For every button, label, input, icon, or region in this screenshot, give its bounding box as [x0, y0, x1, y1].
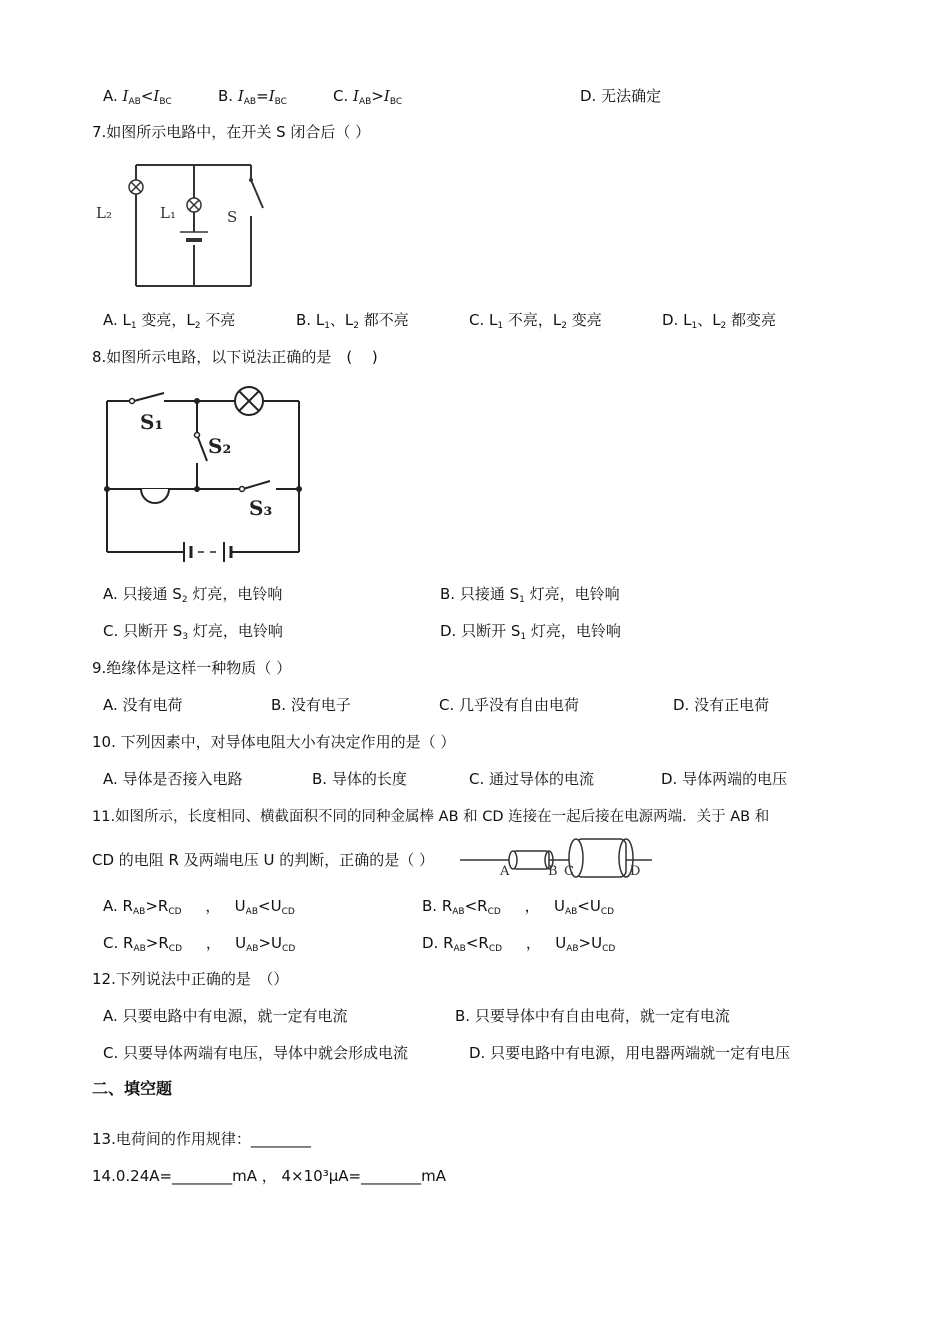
- q14-text: 14.0.24A=________mA ， 4×10³μA=________mA: [92, 1167, 446, 1185]
- q12-option-c: C. 只要导体两端有电压，导体中就会形成电流: [103, 1044, 409, 1062]
- q10-option-b: B. 导体的长度: [312, 770, 407, 788]
- q11-rods-diagram: [460, 835, 660, 880]
- q12-option-d: D. 只要电路中有电源，用电器两端就一定有电压: [469, 1044, 791, 1062]
- label-s2: S₂: [208, 434, 232, 458]
- q13-text: 13.电荷间的作用规律：________: [92, 1130, 311, 1148]
- q7-option-c: C. $L_1$ 不亮，$L_2$ 变亮: [469, 311, 602, 331]
- label-b: B: [548, 864, 558, 879]
- q12-option-a: A. 只要电路中有电源，就一定有电流: [103, 1007, 348, 1025]
- q11-stem-line2: CD 的电阻 R 及两端电压 U 的判断，正确的是（ ）: [92, 851, 435, 869]
- label-s: S: [227, 208, 238, 226]
- q12-option-b: B. 只要导体中有自由电荷，就一定有电流: [455, 1007, 730, 1025]
- q6-option-c: C. $I_{AB}>I_{BC}$: [333, 87, 403, 107]
- label-s3: S₃: [249, 496, 273, 520]
- q8-option-b: B. 只接通 $S_1$ 灯亮，电铃响: [440, 585, 620, 605]
- q8-circuit-diagram: [100, 385, 310, 560]
- q8-option-a: A. 只接通 $S_2$ 灯亮，电铃响: [103, 585, 283, 605]
- q12-stem: 12.下列说法中正确的是 （）: [92, 970, 289, 988]
- label-l2: L₂: [96, 204, 112, 222]
- q9-option-b: B. 没有电子: [271, 696, 351, 714]
- label-s1: S₁: [140, 410, 164, 434]
- q8-option-d: D. 只断开 $S_1$ 灯亮，电铃响: [440, 622, 621, 642]
- q9-stem: 9.绝缘体是这样一种物质（ ）: [92, 659, 292, 677]
- q8-stem: 8.如图所示电路，以下说法正确的是 ( ): [92, 348, 378, 366]
- q6-option-a: A. $I_{AB}<I_{BC}$: [103, 87, 172, 107]
- q7-stem: 7.如图所示电路中，在开关 S 闭合后（ ）: [92, 123, 371, 141]
- label-d: D: [630, 864, 641, 879]
- q9-option-a: A. 没有电荷: [103, 696, 183, 714]
- section-heading: 二、填空题: [92, 1079, 173, 1098]
- q11-option-d: D. $R_{AB}<R_{CD}$ ， $U_{AB}>U_{CD}$: [422, 934, 616, 954]
- q11-stem-line1: 11.如图所示，长度相同、横截面积不同的同种金属棒 AB 和 CD 连接在一起后接在电源两端．关于 AB 和: [92, 809, 770, 825]
- q9-option-d: D. 没有正电荷: [673, 696, 770, 714]
- q11-option-c: C. $R_{AB}>R_{CD}$ ， $U_{AB}>U_{CD}$: [103, 934, 296, 954]
- q10-stem: 10. 下列因素中，对导体电阻大小有决定作用的是（ ）: [92, 733, 456, 751]
- q7-circuit-diagram: [90, 160, 290, 295]
- q11-option-b: B. $R_{AB}<R_{CD}$ ， $U_{AB}<U_{CD}$: [422, 897, 615, 917]
- q6-option-b: B. $I_{AB}=I_{BC}$: [218, 87, 287, 107]
- q10-option-d: D. 导体两端的电压: [661, 770, 788, 788]
- q7-option-a: A. $L_1$ 变亮，$L_2$ 不亮: [103, 311, 236, 331]
- label-l1: L₁: [160, 204, 176, 222]
- q6-option-d: D. 无法确定: [580, 87, 662, 105]
- q9-option-c: C. 几乎没有自由电荷: [439, 696, 580, 714]
- lamp-icon: [235, 387, 263, 415]
- q8-option-c: C. 只断开 $S_3$ 灯亮，电铃响: [103, 622, 283, 642]
- lamp-l2-icon: [129, 180, 143, 194]
- label-c: C: [564, 864, 574, 879]
- q11-option-a: A. $R_{AB}>R_{CD}$ ， $U_{AB}<U_{CD}$: [103, 897, 295, 917]
- bell-icon: [138, 489, 172, 503]
- q10-option-a: A. 导体是否接入电路: [103, 770, 243, 788]
- lamp-l1-icon: [187, 198, 201, 212]
- q7-option-d: D. $L_1$、$L_2$ 都变亮: [662, 311, 777, 331]
- label-a: A: [500, 864, 510, 879]
- q7-option-b: B. $L_1$、$L_2$ 都不亮: [296, 311, 409, 331]
- q10-option-c: C. 通过导体的电流: [469, 770, 595, 788]
